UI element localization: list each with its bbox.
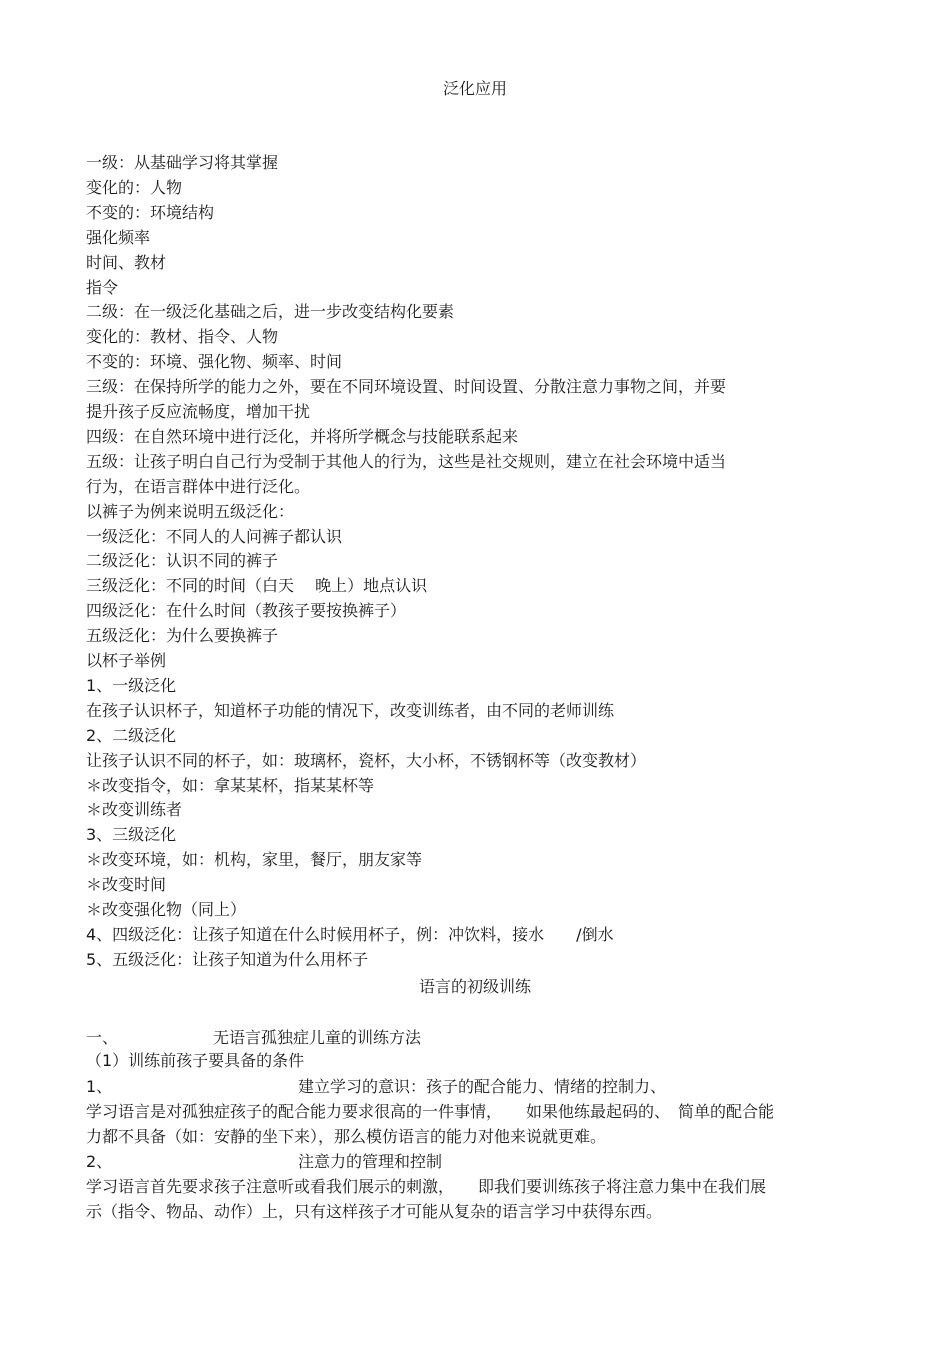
paragraph-line: 力都不具备（如：安静的坐下来），那么模仿语言的能力对他来说就更难。: [86, 1127, 607, 1146]
text-line: 五级泛化：为什么要换裤子: [86, 626, 279, 645]
text-line: 以裤子为例来说明五级泛化：: [86, 502, 295, 521]
paragraph-heading: 注意力的管理和控制: [298, 1152, 443, 1171]
text-line: 在孩子认识杯子，知道杯子功能的情况下，改变训练者，由不同的老师训练: [86, 701, 615, 720]
text-line: 以杯子举例: [86, 651, 167, 670]
paragraph-number: 1、: [86, 1077, 113, 1096]
text-line: 一级泛化：不同人的人问裤子都认识: [86, 527, 343, 546]
text-line: 变化的：人物: [86, 178, 183, 197]
text-line: 5、五级泛化：让孩子知道为什么用杯子: [86, 950, 369, 969]
paragraph-line: 学习语言是对孤独症孩子的配合能力要求很高的一件事情， 如果他练最起码的、 简单的配合能: [86, 1102, 775, 1121]
text-line: 五级：让孩子明白自己行为受制于其他人的行为，这些是社交规则，建立在社会环境中适当: [86, 452, 727, 471]
text-line: 不变的：环境、强化物、频率、时间: [86, 352, 343, 371]
text-line: 三级：在保持所学的能力之外，要在不同环境设置、时间设置、分散注意力事物之间，并要: [86, 377, 727, 396]
section-title-language: 语言的初级训练: [418, 977, 531, 996]
text-line: 3、三级泛化: [86, 825, 177, 844]
text-line: 时间、教材: [86, 253, 167, 272]
text-line: 一级：从基础学习将其掌握: [86, 153, 279, 172]
text-line: 二级：在一级泛化基础之后，进一步改变结构化要素: [86, 302, 455, 321]
item-heading: 无语言孤独症儿童的训练方法: [213, 1028, 422, 1047]
text-line: 二级泛化：认识不同的裤子: [86, 551, 279, 570]
text-line: 四级：在自然环境中进行泛化，并将所学概念与技能联系起来: [86, 427, 519, 446]
text-line: 强化频率: [86, 228, 151, 247]
text-line: 提升孩子反应流畅度，增加干扰: [86, 402, 311, 421]
text-line: 行为，在语言群体中进行泛化。: [86, 477, 311, 496]
text-line: 指令: [86, 278, 119, 297]
text-line: 四级泛化：在什么时间（教孩子要按换裤子）: [86, 601, 407, 620]
text-line: ＊改变训练者: [86, 800, 183, 819]
text-line: 不变的：环境结构: [86, 203, 215, 222]
paragraph-line: 示（指令、物品、动作）上，只有这样孩子才可能从复杂的语言学习中获得东西。: [86, 1202, 663, 1221]
text-line: ＊改变环境，如：机构，家里，餐厅，朋友家等: [86, 850, 423, 869]
text-line: 4、四级泛化：让孩子知道在什么时候用杯子，例：冲饮料，接水 /倒水: [86, 925, 614, 944]
item-subheading: （1）训练前孩子要具备的条件: [86, 1051, 305, 1070]
document-title: 泛化应用: [442, 79, 507, 98]
text-line: 让孩子认识不同的杯子，如：玻璃杯，瓷杯，大小杯，不锈钢杯等（改变教材）: [86, 751, 647, 770]
paragraph-number: 2、: [86, 1152, 113, 1171]
text-line: ＊改变指令，如：拿某某杯，指某某杯等: [86, 776, 375, 795]
paragraph-heading: 建立学习的意识：孩子的配合能力、情绪的控制力、: [298, 1077, 667, 1096]
item-number: 一、: [86, 1028, 119, 1047]
text-line: ＊改变强化物（同上）: [86, 900, 247, 919]
text-line: ＊改变时间: [86, 875, 167, 894]
paragraph-line: 学习语言首先要求孩子注意听或看我们展示的刺激， 即我们要训练孩子将注意力集中在我们展: [86, 1177, 767, 1196]
text-line: 2、二级泛化: [86, 726, 177, 745]
text-line: 变化的：教材、指令、人物: [86, 327, 279, 346]
text-line: 三级泛化：不同的时间（白天 晚上）地点认识: [86, 576, 428, 595]
text-line: 1、一级泛化: [86, 676, 177, 695]
